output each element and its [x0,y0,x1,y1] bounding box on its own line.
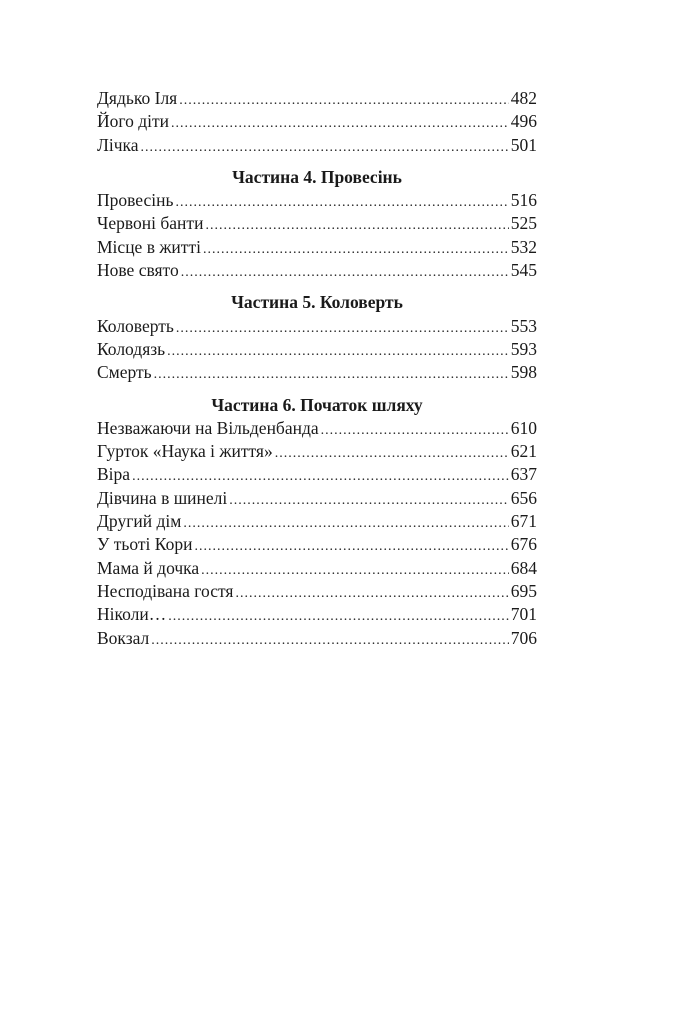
toc-entry-page: 684 [510,557,537,578]
dot-leader [154,363,509,386]
toc-entry-title: Смерть [97,362,152,383]
toc-entry-page: 610 [510,417,537,438]
dot-leader [203,238,509,261]
toc-entry [97,212,537,235]
toc-entry [97,557,537,580]
toc-entry [97,417,537,440]
dot-leader [194,535,508,558]
toc-entry [97,603,537,626]
toc-entry-page: 701 [510,604,537,625]
dot-leader [235,582,508,605]
toc-entry-page: 525 [510,213,537,234]
toc-entry-page: 553 [510,315,537,336]
dot-leader [229,489,508,512]
part-heading: Частина 6. Початок шляху [211,394,423,415]
toc-entry [97,361,537,384]
toc-entry-title: Незважаючи на Вільденбанда [97,417,319,438]
toc-entry-title: У тьоті Кори [97,534,193,555]
dot-leader [168,605,509,628]
dot-leader [275,442,509,465]
toc-entry-title: Коловерть [97,315,174,336]
toc-entry-title: Дядько Іля [97,88,178,108]
toc-entry-page: 695 [510,580,537,601]
dot-leader [151,629,508,652]
toc-entry-page: 598 [510,362,537,383]
table-of-contents [97,87,537,650]
toc-entry [97,87,537,110]
toc-entry-title: Місце в житті [97,236,201,257]
dot-leader [167,340,509,363]
toc-entry-title: Ніколи… [97,604,167,625]
toc-entry-page: 496 [510,111,537,132]
dot-leader [171,112,509,135]
toc-entry-title: Провесінь [97,190,174,211]
toc-entry [97,315,537,338]
toc-entry-title: Віра [97,464,131,485]
dot-leader [183,512,508,535]
dot-leader [181,261,509,284]
toc-entry [97,110,537,133]
toc-entry [97,580,537,603]
toc-entry-page: 621 [510,441,537,462]
toc-entry-title: Несподівана гостя [97,580,234,601]
dot-leader [201,559,509,582]
toc-entry-title: Лічка [97,134,139,155]
toc-entry [97,189,537,212]
toc-entry [97,338,537,361]
part-heading: Частина 4. Провесінь [232,166,402,187]
toc-entry-page: 532 [510,236,537,257]
toc-entry-page: 637 [510,464,537,485]
toc-entry-page: 671 [510,511,537,532]
toc-entry-title: Вокзал [97,627,150,648]
toc-entry [97,236,537,259]
toc-entry [97,627,537,650]
toc-entry-page: 482 [510,88,537,108]
dot-leader [175,191,508,214]
toc-entry-title: Другий дім [97,511,182,532]
part-heading: Частина 5. Коловерть [231,292,403,313]
toc-entry-page: 676 [510,534,537,555]
toc-entry-page: 593 [510,338,537,359]
dot-leader [141,136,509,159]
dot-leader [179,89,509,112]
toc-entry-title: Червоні банти [97,213,204,234]
toc-entry [97,463,537,486]
toc-entry [97,440,537,463]
toc-entry-page: 501 [510,134,537,155]
toc-entry [97,510,537,533]
toc-entry [97,134,537,157]
toc-entry-title: Дівчина в шинелі [97,487,228,508]
toc-entry-page: 545 [510,260,537,281]
toc-entry-title: Колодязь [97,338,166,359]
toc-entry-title: Гурток «Наука і життя» [97,441,273,462]
toc-entry [97,533,537,556]
toc-entry-title: Його діти [97,111,170,132]
toc-entry-title: Мама й дочка [97,557,200,578]
toc-entry-page: 706 [510,627,537,648]
toc-entry [97,487,537,510]
toc-entry-title: Нове свято [97,260,179,281]
dot-leader [321,419,509,442]
dot-leader [205,214,508,237]
dot-leader [176,317,509,340]
toc-entry [97,259,537,282]
dot-leader [132,465,509,488]
toc-entry-page: 516 [510,190,537,211]
toc-entry-page: 656 [510,487,537,508]
